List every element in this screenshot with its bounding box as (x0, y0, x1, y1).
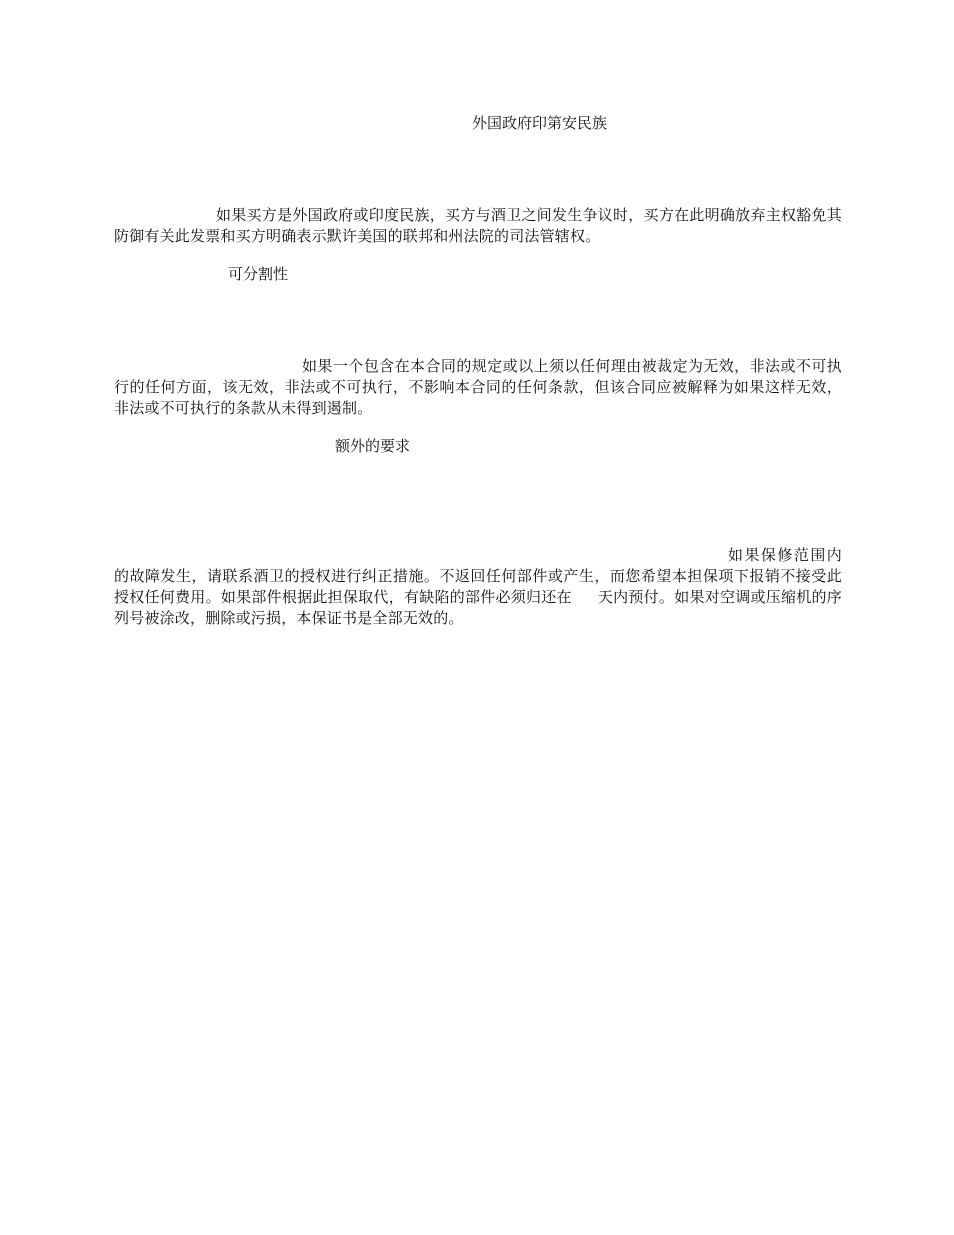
section-heading-severability: 可分割性 (228, 265, 289, 283)
paragraph-warranty-requirements (114, 545, 842, 629)
section-heading-foreign-government: 外国政府印第安民族 (472, 114, 608, 132)
section-heading-additional-requirements: 额外的要求 (335, 437, 411, 455)
warranty-text-part-1: 如果保修范围内的故障发生，请联系酒卫的授权进行纠正措施。不返回任何部件或产生，而您希望本担保项下报销不接受此授权任何费用。如果部件根据此担保取代，有缺陷的部件必须归还在 (114, 546, 842, 606)
paragraph-severability: 如果一个包含在本合同的规定或以上须以任何理由被裁定为无效，非法或不可执行的任何方面，该无效，非法或不可执行，不影响本合同的任何条款，但该合同应被解释为如果这样无效，非法或不可执行的条款从未得到遏制。 (114, 357, 842, 417)
paragraph-sovereign-immunity: 如果买方是外国政府或印度民族，买方与酒卫之间发生争议时，买方在此明确放弃主权豁免其防御有关此发票和买方明确表示默许美国的联邦和州法院的司法管辖权。 (114, 206, 842, 245)
warranty-text-part-2: 天内预付。如果对空调或压缩机的序列号被涂改，删除或污损，本保证书是全部无效的。 (114, 588, 842, 627)
